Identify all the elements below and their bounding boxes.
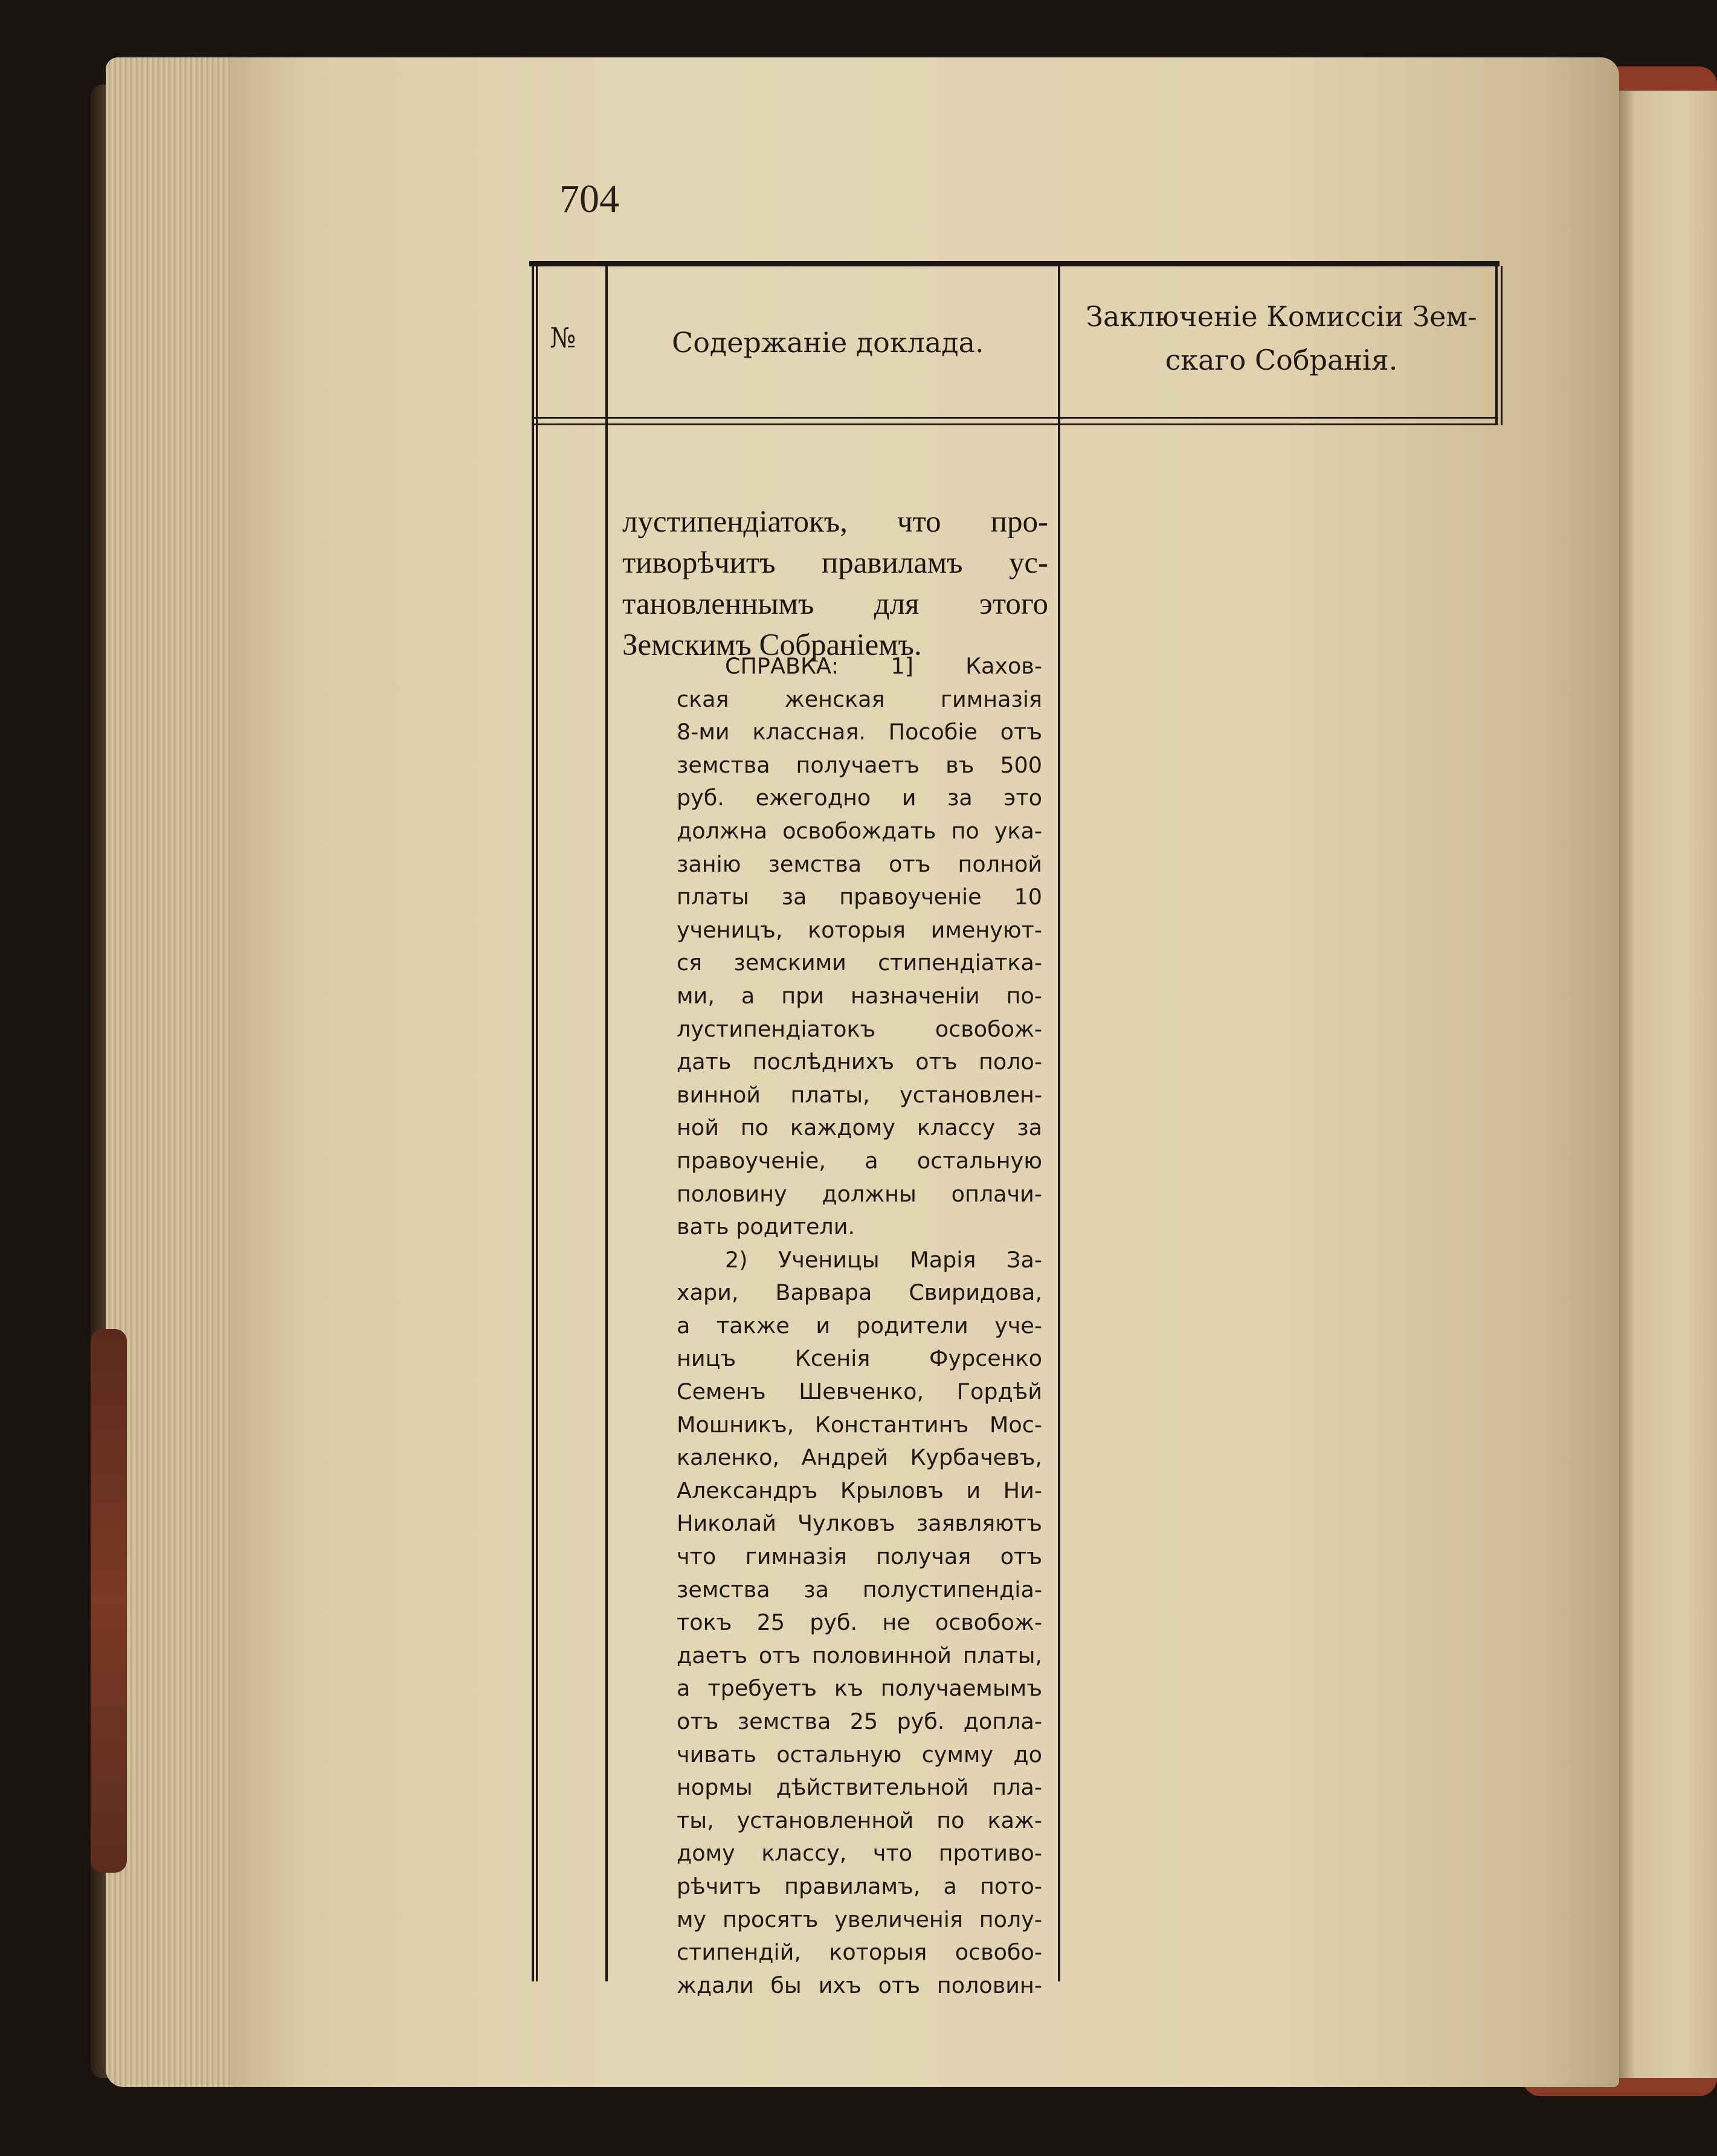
text-line: Александръ Крыловъ и Ни- (677, 1477, 1042, 1504)
text-line: ми, а при назначеніи по- (677, 982, 1042, 1009)
text-line: а требуетъ къ получаемымъ (677, 1675, 1042, 1702)
book-cover-edge (91, 1329, 127, 1873)
text-line: лустипендіатокъ, что про- (622, 505, 1048, 539)
text-line: вать родители. (677, 1214, 855, 1240)
conclusion-header-line1: Заключеніе Комиссіи Зем- (1086, 300, 1477, 333)
text-line: ницъ Ксенія Фурсенко (677, 1345, 1042, 1372)
text-line: половину должны оплачи- (677, 1180, 1042, 1207)
text-line: нормы дѣйствительной пла- (677, 1774, 1042, 1801)
text-line: а также и родители уче- (677, 1312, 1042, 1339)
text-line: Мошникъ, Константинъ Мос- (677, 1411, 1042, 1438)
header-rule (532, 417, 1498, 419)
text-line: чивать остальную сумму до (677, 1741, 1042, 1768)
text-line: даетъ отъ половинной платы, (677, 1642, 1042, 1668)
text-line: винной платы, установлен- (677, 1081, 1042, 1108)
text-line: хари, Варвара Свиридова, (677, 1279, 1042, 1306)
text-line: стипендій, которыя освобо- (677, 1939, 1042, 1966)
text-line: Семенъ Шевченко, Гордѣй (677, 1379, 1042, 1405)
text-line: руб. ежегодно и за это (677, 785, 1042, 811)
text-line: му просятъ увеличенія полу- (677, 1906, 1042, 1932)
table-right-border (1495, 266, 1498, 425)
facing-page-edge (1607, 91, 1717, 2078)
text-line: 2) Ученицы Марія За- (725, 1246, 1042, 1273)
text-line: платы за правоученіе 10 (677, 884, 1042, 910)
text-line: ной по каждому классу за (677, 1115, 1042, 1141)
text-line: рѣчитъ правиламъ, а пото- (677, 1873, 1042, 1899)
column-header-content: Содержаніе доклада. (672, 326, 984, 359)
text-line: тановленнымъ для этого (622, 587, 1048, 621)
text-line: дать послѣднихъ отъ поло- (677, 1049, 1042, 1075)
text-line: земства за полустипендіа- (677, 1576, 1042, 1603)
header-rule-double (532, 423, 1498, 425)
column-divider-content (1058, 266, 1060, 1981)
text-line: СПРАВКА: 1] Каxов- (725, 653, 1042, 679)
table-top-rule (529, 261, 1500, 266)
text-line: земства получаетъ въ 500 (677, 751, 1042, 778)
conclusion-header-line2: скаго Собранія. (1165, 344, 1398, 376)
column-divider-number (605, 266, 608, 1981)
text-line: тиворѣчитъ правиламъ ус- (622, 546, 1048, 580)
text-line: 8-ми классная. Пособіе отъ (677, 719, 1042, 745)
text-line: лустипендіатокъ освобож- (677, 1015, 1042, 1042)
text-line: Николай Чулковъ заявляютъ (677, 1510, 1042, 1537)
report-text-serif (622, 501, 1048, 666)
column-header-conclusion (1073, 295, 1490, 382)
text-line: ся земскими стипендіатка- (677, 950, 1042, 976)
text-line: отъ земства 25 руб. допла- (677, 1708, 1042, 1734)
text-line: правоученіе, а остальную (677, 1147, 1042, 1174)
text-line: что гимназія получая отъ (677, 1543, 1042, 1570)
text-line: ты, установленной по каж- (677, 1807, 1042, 1833)
text-line: Земскимъ Собраніемъ. (622, 628, 922, 662)
text-line: ская женская гимназія (677, 686, 1042, 712)
text-line: занію земства отъ полной (677, 851, 1042, 877)
text-line: ученицъ, которыя именуют- (677, 916, 1042, 943)
text-line: ждали бы ихъ отъ половин- (677, 1972, 1042, 1998)
table-left-border (532, 266, 534, 1981)
column-header-number: № (550, 321, 576, 354)
text-line: дому классу, что противо- (677, 1840, 1042, 1867)
page-number: 704 (559, 177, 619, 221)
text-line: токъ 25 руб. не освобож- (677, 1609, 1042, 1636)
table-left-border-inner (536, 266, 538, 1981)
text-line: каленко, Андрей Курбачевъ, (677, 1444, 1042, 1471)
table-right-border-inner (1501, 266, 1503, 425)
text-line: должна освобождать по ука- (677, 817, 1042, 844)
reference-note (677, 650, 1042, 2002)
